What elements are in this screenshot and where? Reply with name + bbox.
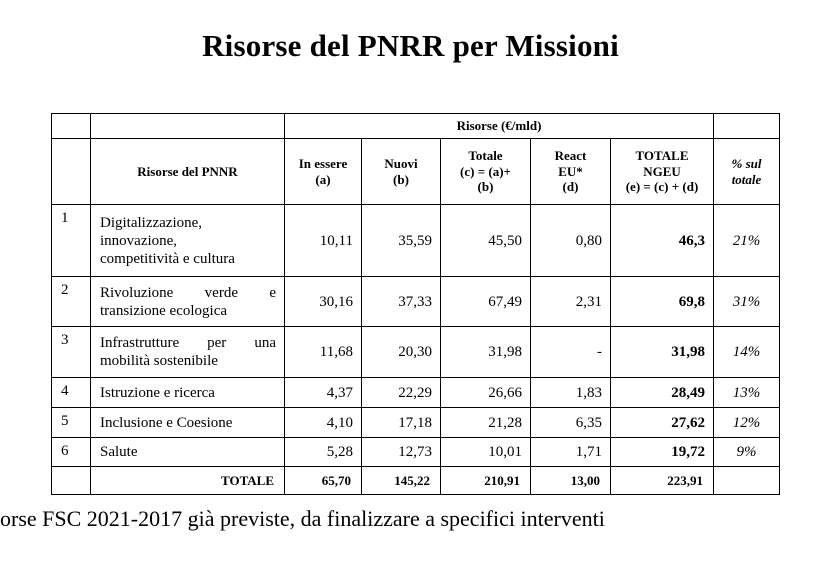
header-totale [441,139,531,205]
cell-in-essere: 10,11 [285,205,362,277]
table-row [52,408,780,438]
cell-pct: 14% [714,327,780,378]
cell-react: 0,80 [531,205,611,277]
cell-nuovi: 17,18 [362,408,441,438]
header-empty-cell [52,114,91,139]
row-index: 3 [52,327,91,378]
totals-empty-cell [52,467,91,495]
total-react: 13,00 [531,467,611,495]
cell-ngeu: 28,49 [611,378,714,408]
label-line: mobilità sostenibile [100,353,218,369]
cell-in-essere: 5,28 [285,438,362,467]
header-line: (b) [477,179,494,195]
totals-row [52,467,780,495]
resources-table [51,113,780,495]
total-in-essere: 65,70 [285,467,362,495]
header-nuovi [362,139,441,205]
cell-nuovi: 22,29 [362,378,441,408]
cell-ngeu: 27,62 [611,408,714,438]
header-empty-cell [52,139,91,205]
cell-totale: 67,49 [441,277,531,327]
cell-pct: 9% [714,438,780,467]
column-header-row [52,139,780,205]
cell-nuovi: 20,30 [362,327,441,378]
cell-react: 6,35 [531,408,611,438]
cell-ngeu: 31,98 [611,327,714,378]
totals-label: TOTALE [91,467,285,495]
group-header-row [52,114,780,139]
cell-pct: 21% [714,205,780,277]
table-row [52,327,780,378]
table-row [52,205,780,277]
total-ngeu: 223,91 [611,467,714,495]
header-line: TOTALE [635,148,689,164]
cell-in-essere: 4,10 [285,408,362,438]
header-line: (c) = (a)+ [460,163,511,179]
total-totale: 210,91 [441,467,531,495]
resources-group-header: Risorse (€/mld) [285,114,714,139]
label-line: innovazione, [100,232,178,249]
header-pct [714,139,780,205]
cell-pct: 12% [714,408,780,438]
header-empty-cell [91,114,285,139]
cell-react: 1,71 [531,438,611,467]
label-line: Digitalizzazione, [100,214,203,231]
header-line: React [554,148,587,164]
cell-totale: 26,66 [441,378,531,408]
header-line: totale [731,171,762,187]
row-label: Istruzione e ricerca [91,378,285,408]
table-row [52,277,780,327]
header-line: % sul [731,155,762,171]
cell-nuovi: 12,73 [362,438,441,467]
label-line: competitività e cultura [100,250,235,267]
header-line: (a) [315,171,331,187]
row-label: Salute [91,438,285,467]
header-line: Totale [468,148,503,164]
row-index: 5 [52,408,91,438]
header-line: (e) = (c) + (d) [625,179,699,195]
cell-totale: 31,98 [441,327,531,378]
header-line: EU* [558,163,583,179]
label-line: Rivoluzione verde e [100,284,276,301]
cell-in-essere: 11,68 [285,327,362,378]
cell-nuovi: 35,59 [362,205,441,277]
footer-note: orse FSC 2021-2017 già previste, da finalizzare a specifici interventi [0,506,605,531]
label-line: Infrastrutture per una [100,335,276,351]
header-react [531,139,611,205]
cell-in-essere: 30,16 [285,277,362,327]
page-title: Risorse del PNRR per Missioni [202,28,619,63]
row-label [91,327,285,378]
row-label: Inclusione e Coesione [91,408,285,438]
header-line: In essere [298,155,348,171]
row-label [91,205,285,277]
cell-totale: 21,28 [441,408,531,438]
total-pct [714,467,780,495]
cell-totale: 45,50 [441,205,531,277]
row-index: 6 [52,438,91,467]
cell-nuovi: 37,33 [362,277,441,327]
header-missione: Risorse del PNNR [91,139,285,205]
cell-react: 2,31 [531,277,611,327]
cell-ngeu: 19,72 [611,438,714,467]
header-line: (d) [562,179,579,195]
cell-totale: 10,01 [441,438,531,467]
header-empty-cell [714,114,780,139]
header-line: NGEU [643,163,681,179]
row-index: 4 [52,378,91,408]
total-nuovi: 145,22 [362,467,441,495]
table-row [52,378,780,408]
cell-pct: 13% [714,378,780,408]
header-line: Nuovi [384,155,418,171]
row-index: 1 [52,205,91,277]
cell-react: - [531,327,611,378]
header-line: (b) [393,171,409,187]
header-ngeu [611,139,714,205]
cell-ngeu: 69,8 [611,277,714,327]
table-row [52,438,780,467]
cell-pct: 31% [714,277,780,327]
cell-in-essere: 4,37 [285,378,362,408]
cell-react: 1,83 [531,378,611,408]
cell-ngeu: 46,3 [611,205,714,277]
label-line: transizione ecologica [100,302,228,319]
row-label [91,277,285,327]
header-in-essere [285,139,362,205]
row-index: 2 [52,277,91,327]
